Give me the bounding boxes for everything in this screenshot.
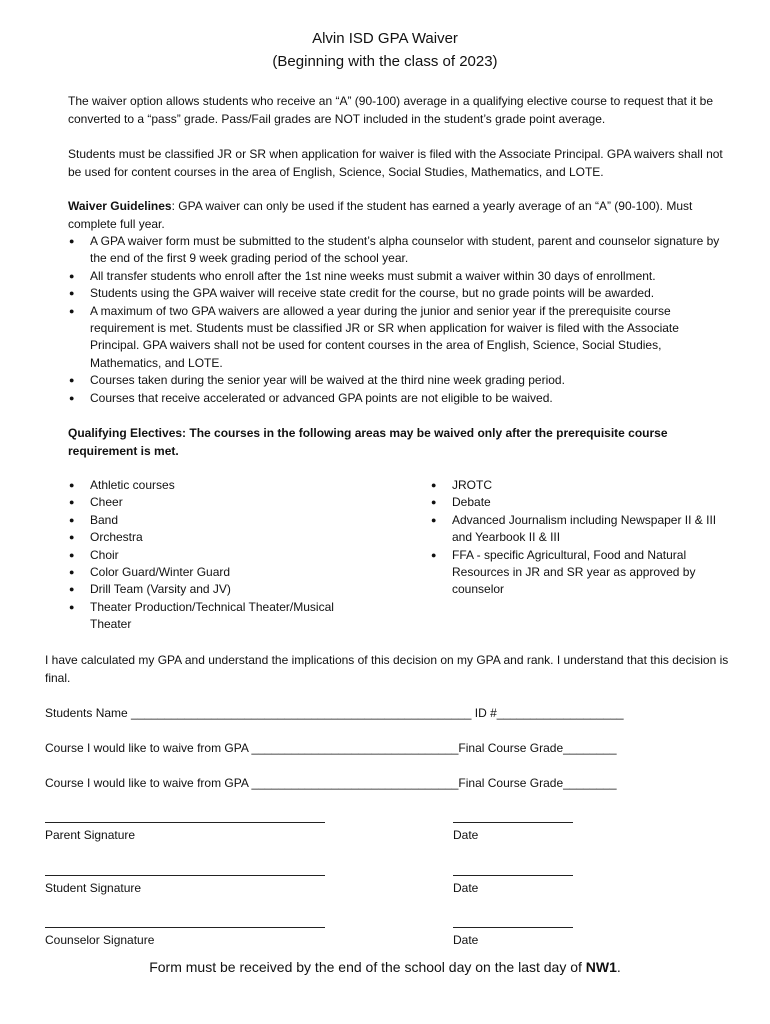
intro-paragraph-1: The waiver option allows students who receive an “A” (90-100) average in a qualifying elective course to request that it be converted to a “pass” grade. Pass/Fail grades are NOT included in the student’s grade point average.: [68, 94, 714, 126]
list-item: ● Courses that receive accelerated or advanced GPA points are not eligible to be waived.: [68, 390, 728, 407]
list-item: ● A GPA waiver form must be submitted to the student’s alpha counselor with student, parent and counselor signature by the end of the first 9 week grading period of the school year.: [68, 233, 728, 268]
footer-end: .: [616, 959, 621, 975]
electives-right-list: [430, 477, 730, 599]
counselor-date-label: Date: [453, 933, 479, 947]
list-item: ● FFA - specific Agricultural, Food and Natural Resources in JR and SR year as approved by counselor: [430, 547, 730, 599]
electives-left-list: [68, 477, 368, 634]
list-item: ● Drill Team (Varsity and JV): [68, 581, 368, 598]
waiver-guidelines-text: : GPA waiver can only be used if the student has earned a yearly average of an “A” (90-100). Must complete full year.: [68, 199, 693, 231]
list-item: ● Courses taken during the senior year will be waived at the third nine week grading period.: [68, 372, 728, 389]
student-date-line[interactable]: [453, 875, 573, 876]
footer-text: Form must be received by the end of the school day on the last day of: [149, 959, 586, 975]
acknowledgement-text: I have calculated my GPA and understand the implications of this decision on my GPA and rank. I understand that this decision is final.: [45, 653, 729, 685]
student-date-label: Date: [453, 881, 479, 895]
counselor-date-line[interactable]: [453, 927, 573, 928]
list-item: ● Athletic courses: [68, 477, 368, 494]
student-signature-line[interactable]: [45, 875, 325, 876]
intro-paragraph-2: Students must be classified JR or SR when application for waiver is filed with the Associate Principal. GPA waivers shall not be used for content courses in the area of English, Science, Social Studies, Mathematics, and LOTE.: [68, 147, 723, 179]
parent-signature-label: Parent Signature: [45, 828, 136, 842]
list-item: ● Choir: [68, 547, 368, 564]
course-waive-field-1[interactable]: Course I would like to waive from GPA _______________________________Final Course Grade________: [45, 741, 617, 755]
list-item: ● Orchestra: [68, 529, 368, 546]
counselor-signature-line[interactable]: [45, 927, 325, 928]
parent-signature-line[interactable]: [45, 822, 325, 823]
footer-deadline: NW1: [585, 959, 617, 975]
course-waive-field-2[interactable]: Course I would like to waive from GPA _______________________________Final Course Grade________: [45, 776, 617, 790]
list-item: ● Students using the GPA waiver will receive state credit for the course, but no grade points will be awarded.: [68, 285, 728, 302]
waiver-guidelines-label: Waiver Guidelines: [68, 199, 172, 213]
parent-date-label: Date: [453, 828, 479, 842]
list-item: ● Theater Production/Technical Theater/Musical Theater: [68, 599, 368, 634]
list-item: ● A maximum of two GPA waivers are allowed a year during the junior and senior year if the prerequisite course requirement is met. Students must be classified JR or SR when application for waiver is filed with the Associate Principal. GPA waivers shall not be used for content courses in the area of English, Science, Social Studies, Mathematics, and LOTE.: [68, 303, 728, 373]
electives-heading: Qualifying Electives: The courses in the following areas may be waived only after the prerequisite course requirement is met.: [68, 426, 668, 458]
parent-date-line[interactable]: [453, 822, 573, 823]
footer-note: [0, 959, 770, 975]
counselor-signature-label: Counselor Signature: [45, 933, 155, 947]
guidelines-list: [68, 233, 728, 407]
list-item: ● Color Guard/Winter Guard: [68, 564, 368, 581]
list-item: ● Advanced Journalism including Newspaper II & III and Yearbook II & III: [430, 512, 730, 547]
list-item: ● Debate: [430, 494, 730, 511]
waiver-guidelines: [68, 198, 728, 233]
list-item: ● All transfer students who enroll after the 1st nine weeks must submit a waiver within 30 days of enrollment.: [68, 268, 728, 285]
students-name-id-field[interactable]: Students Name ___________________________________________________ ID #___________________: [45, 706, 624, 720]
list-item: ● Band: [68, 512, 368, 529]
student-signature-label: Student Signature: [45, 881, 142, 895]
list-item: ● Cheer: [68, 494, 368, 511]
list-item: ● JROTC: [430, 477, 730, 494]
document-title: Alvin ISD GPA Waiver: [312, 30, 458, 47]
document-subtitle: (Beginning with the class of 2023): [272, 53, 498, 70]
